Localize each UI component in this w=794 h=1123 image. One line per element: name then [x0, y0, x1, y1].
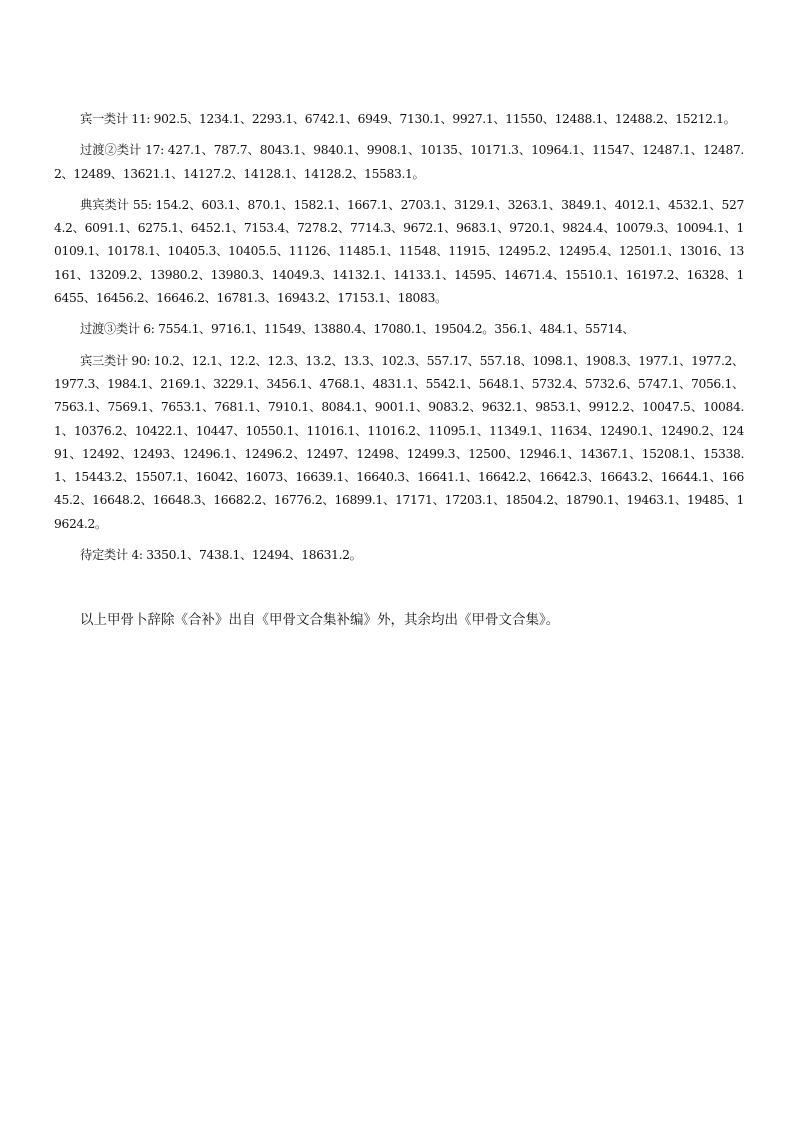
category-label: 过渡②类计 17:	[80, 143, 168, 158]
inscription-number-list: 902.5、1234.1、2293.1、6742.1、6949、7130.1、9927.1、11550、12488.1、12488.2、15212.1。	[153, 112, 736, 126]
inscription-number-list: 3350.1、7438.1、12494、18631.2。	[146, 548, 362, 563]
category-label: 过渡③类计 6:	[80, 322, 159, 337]
source-note: 以上甲骨卜辞除《合补》出自《甲骨文合集补编》外，其余均出《甲骨文合集》。	[80, 612, 560, 629]
category-transition-3-paragraph	[54, 318, 744, 341]
category-label: 待定类计 4:	[80, 548, 147, 563]
category-label: 宾三类计 90:	[80, 353, 154, 368]
category-transition-2-paragraph	[54, 139, 744, 186]
inscription-number-list: 154.2、603.1、870.1、1582.1、1667.1、2703.1、3129.1、3263.1、3849.1、4012.1、4532.1、5274.2、6091.1、6275.1、6452.1、7153.4、7278.2、7714.3、9672.1、9683.1、9720.1、9824.4、10079.3、10094.1、10109.1、10178.1、10405.3、10405.5、11126、11485.1、11548、11915、12495.2、12495.4、12501.1、13016、13161、13209.2、13980.2、13980.3、14049.3、14132.1、14133.1、14595、14671.4、15510.1、16197.2、16328、16455、16456.2、16646.2、16781.3、16943.2、17153.1、18083。	[54, 197, 744, 306]
category-dianbin-paragraph	[54, 194, 744, 310]
category-undetermined-paragraph	[54, 544, 744, 567]
inscription-number-list: 7554.1、9716.1、11549、13880.4、17080.1、19504.2。356.1、484.1、55714、	[158, 322, 635, 337]
inscription-number-list: 10.2、12.1、12.2、12.3、13.2、13.3、102.3、557.17、557.18、1098.1、1908.3、1977.1、1977.2、1977.3、1984.1、2169.1、3229.1、3456.1、4768.1、4831.1、5542.1、5648.1、5732.4、5732.6、5747.1、7056.1、7563.1、7569.1、7653.1、7681.1、7910.1、8084.1、9001.1、9083.2、9632.1、9853.1、9912.2、10047.5、10084.1、10376.2、10422.1、10447、10550.1、11016.1、11016.2、11095.1、11349.1、11634、12490.1、12490.2、12491、12492、12493、12496.1、12496.2、12497、12498、12499.3、12500、12946.1、14367.1、15208.1、15338.1、15443.2、15507.1、16042、16073、16639.1、16640.3、16641.1、16642.2、16642.3、16643.2、16644.1、16645.2、16648.2、16648.3、16682.2、16776.2、16899.1、17171、17203.1、18504.2、18790.1、19463.1、19485、19624.2。	[54, 353, 744, 531]
category-label: 典宾类计 55:	[80, 197, 156, 212]
inscription-number-list: 427.1、787.7、8043.1、9840.1、9908.1、10135、10171.3、10964.1、11547、12487.1、12487.2、12489、13621.1、14127.2、14128.1、14128.2、15583.1。	[54, 143, 744, 181]
category-binyi-paragraph	[54, 108, 744, 131]
category-binsan-paragraph	[54, 350, 744, 536]
category-label: 宾一类计 11:	[80, 112, 154, 126]
document-page	[54, 108, 744, 639]
